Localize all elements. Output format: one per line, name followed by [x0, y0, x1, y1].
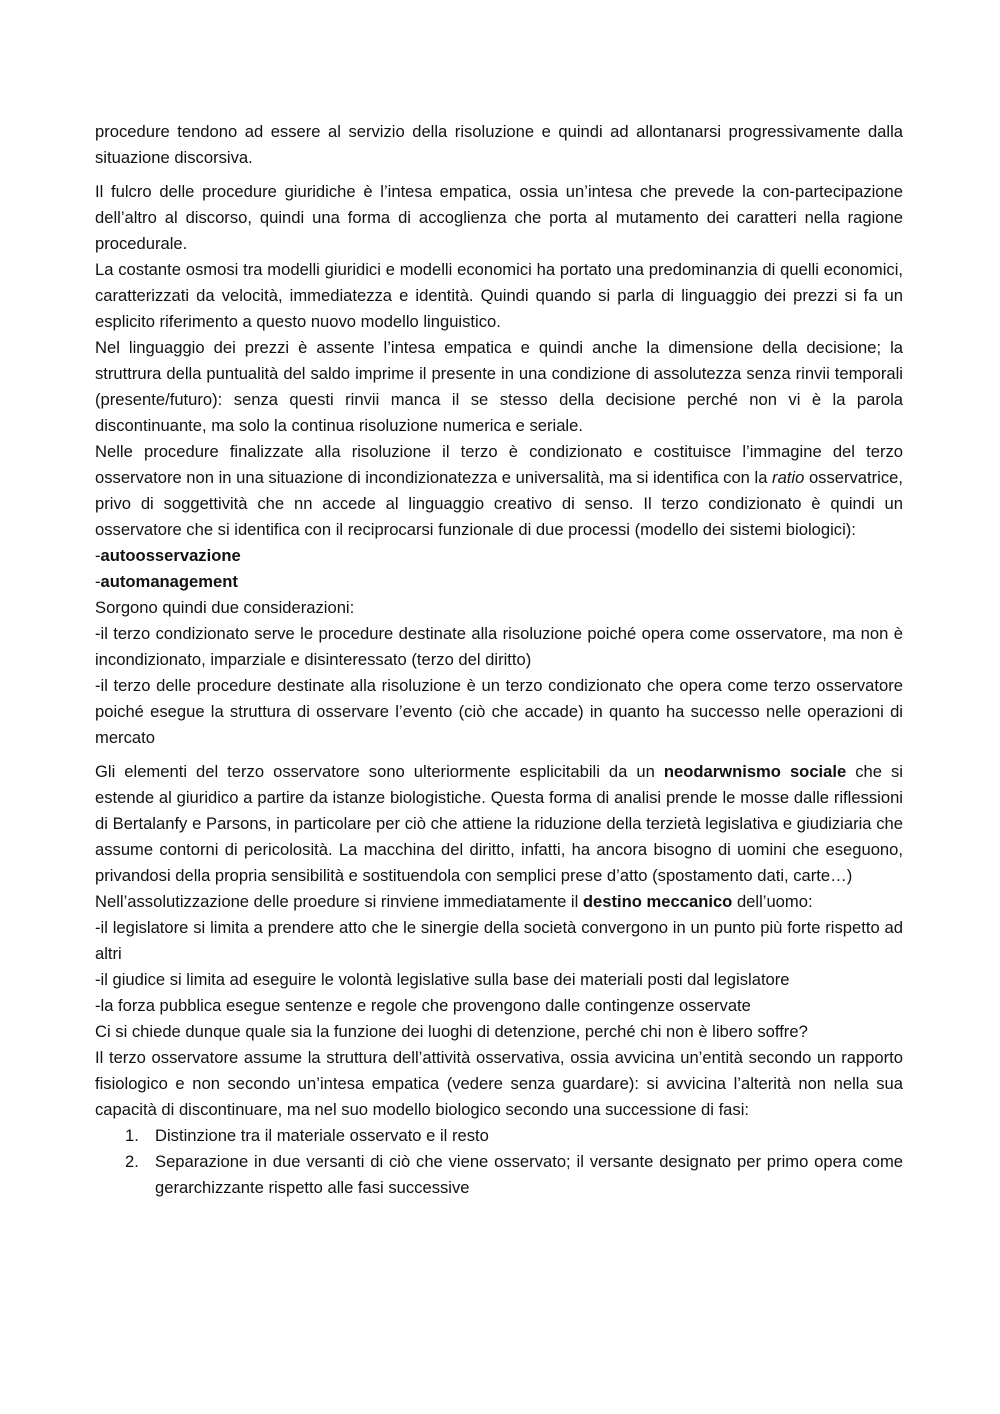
destino-item-legislatore: -il legislatore si limita a prendere atto che le sinergie della società convergono in un punto più forte rispetto ad altri: [95, 918, 903, 963]
list-item-text: Separazione in due versanti di ciò che viene osservato; il versante designato per primo opera come gerarchizzante rispetto alle fasi successive: [155, 1152, 903, 1197]
list-number: 1.: [125, 1126, 139, 1145]
text-run: che si estende al giuridico a partire da istanze biologistiche. Questa forma di analisi prende le mosse dalle riflessioni di Bertalanfy e Parsons, in particolare per ciò che attiene la riduzione della terzietà legislativa e giudiziaria che assume contorni di pericolosità. La macchina del diritto, infatti, ha ancora bisogno di uomini che eseguono, privandosi della propria sensibilità e sostituendola con semplici prese d’atto (spostamento dati, carte…): [95, 762, 903, 885]
text-run: osservatrice, privo di soggettività che nn accede al linguaggio creativo di senso. Il terzo condizionato è quindi un osservatore che si identifica con il reciprocarsi funzionale di due processi (modello dei sistemi biologici):: [95, 468, 903, 539]
text-run: Gli elementi del terzo osservatore sono ulteriormente esplicitabili da un: [95, 762, 664, 781]
paragraph-intesa-empatica: Il fulcro delle procedure giuridiche è l’intesa empatica, ossia un’intesa che prevede la con-partecipazione dell’altro al discorso, quindi una forma di accoglienza che porta al mutamento dei caratteri nella ragione procedurale.: [95, 182, 903, 253]
document-body: [95, 119, 903, 1201]
paragraph-linguaggio-prezzi: Nel linguaggio dei prezzi è assente l’intesa empatica e quindi anche la dimensione della decisione; la struttrura della puntualità del saldo imprime il presente in una condizione di assolutezza senza rinvii temporali (presente/futuro): senza questi rinvii manca il se stesso della decisione perché non vi è la parola discontinuante, ma solo la continua risoluzione numerica e seriale.: [95, 338, 903, 435]
consideration-item-2: -il terzo delle procedure destinate alla risoluzione è un terzo condizionato che opera come terzo osservatore poiché esegue la struttura di osservare l’evento (ciò che accade) in quanto ha successo nelle operazioni di mercato: [95, 676, 903, 747]
text-run: Nell’assolutizzazione delle proedure si rinviene immediatamente il: [95, 892, 583, 911]
bold-term: automanagement: [100, 572, 238, 591]
list-item: [125, 1149, 903, 1201]
numbered-list: [95, 1123, 903, 1201]
bold-term: autoosservazione: [100, 546, 241, 565]
destino-item-forza-pubblica: -la forza pubblica esegue sentenze e regole che provengono dalle contingenze osservate: [95, 996, 751, 1015]
bullet-dash: -: [95, 546, 101, 565]
paragraph-terzo-condizionato: [95, 439, 903, 543]
paragraph-considerazioni: Sorgono quindi due considerazioni:: [95, 598, 355, 617]
paragraph-domanda-detenzione: Ci si chiede dunque quale sia la funzione dei luoghi di detenzione, perché chi non è libero soffre?: [95, 1022, 808, 1041]
bullet-automanagement: [95, 569, 903, 595]
bold-term-neodarwnismo: neodarwnismo sociale: [663, 762, 847, 781]
consideration-item-1: -il terzo condizionato serve le procedure destinate alla risoluzione poiché opera come osservatore, ma non è incondizionato, imparziale e disinteressato (terzo del diritto): [95, 624, 903, 669]
paragraph-destino-meccanico: [95, 889, 903, 915]
text-run: dell’uomo:: [732, 892, 813, 911]
bullet-autoosservazione: [95, 543, 903, 569]
paragraph-procedure: procedure tendono ad essere al servizio della risoluzione e quindi ad allontanarsi progressivamente dalla situazione discorsiva.: [95, 122, 903, 167]
italic-term-ratio: ratio: [772, 468, 805, 487]
paragraph-osmosi: La costante osmosi tra modelli giuridici e modelli economici ha portato una predominanzia di quelli economici, caratterizzati da velocità, immediatezza e identità. Quindi quando si parla di linguaggio dei prezzi si fa un esplicito riferimento a questo nuovo modello linguistico.: [95, 260, 903, 331]
destino-item-giudice: -il giudice si limita ad eseguire le volontà legislative sulla base dei materiali posti dal legislatore: [95, 970, 790, 989]
list-item: [125, 1123, 903, 1149]
list-item-text: Distinzione tra il materiale osservato e il resto: [155, 1126, 489, 1145]
text-run: Nelle procedure finalizzate alla risoluzione il terzo è condizionato e costituisce l’immagine del terzo osservatore non in una situazione di incondizionatezza e universalità, ma si identifica con la: [95, 442, 903, 487]
bullet-dash: -: [95, 572, 101, 591]
paragraph-neodarwinismo: [95, 759, 903, 889]
list-number: 2.: [125, 1152, 139, 1171]
bold-term-destino: destino meccanico: [582, 892, 733, 911]
paragraph-attivita-osservativa: Il terzo osservatore assume la struttura dell’attività osservativa, ossia avvicina un’entità secondo un rapporto fisiologico e non secondo un’intesa empatica (vedere senza guardare): si avvicina l’alterità non nella sua capacità di discontinuare, ma nel suo modello biologico secondo una successione di fasi:: [95, 1048, 903, 1119]
